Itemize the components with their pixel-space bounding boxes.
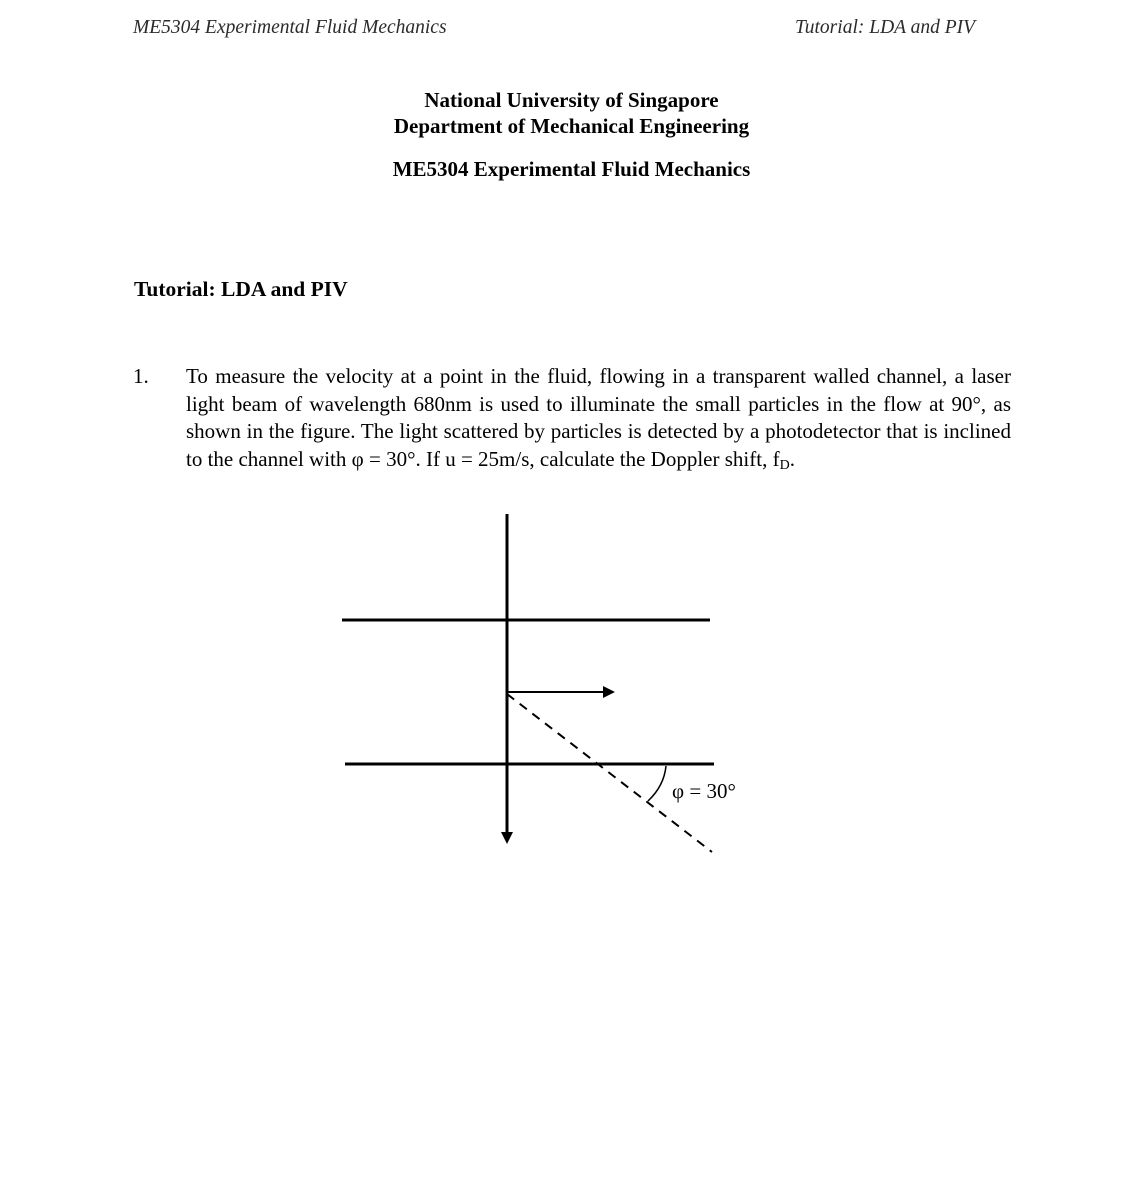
- question-number: 1.: [133, 364, 149, 388]
- scattered-light-line: [507, 694, 712, 852]
- question-end: .: [789, 446, 795, 471]
- angle-label: φ = 30°: [672, 779, 736, 803]
- running-header-right: Tutorial: LDA and PIV: [795, 17, 976, 38]
- department-title: Department of Mechanical Engineering: [393, 114, 750, 138]
- laser-beam-arrowhead: [501, 832, 513, 844]
- course-title: ME5304 Experimental Fluid Mechanics: [392, 157, 751, 181]
- flow-arrowhead: [603, 686, 615, 698]
- angle-arc: [648, 766, 666, 801]
- running-header-left: ME5304 Experimental Fluid Mechanics: [133, 17, 447, 38]
- university-title: National University of Singapore: [424, 88, 719, 112]
- question-body: To measure the velocity at a point in the fluid, flowing in a transparent walled channel, a laser light beam of wavelength 680nm is used to illuminate the small particles in the flow at 90°, as shown in the figure. The light scattered by particles is detected by a photodetector that is inclined to the channel with φ = 30°. If u = 25m/s, calculate the Doppler shift, f: [186, 364, 1011, 471]
- tutorial-heading: Tutorial: LDA and PIV: [134, 277, 348, 301]
- doppler-subscript: D: [779, 457, 790, 473]
